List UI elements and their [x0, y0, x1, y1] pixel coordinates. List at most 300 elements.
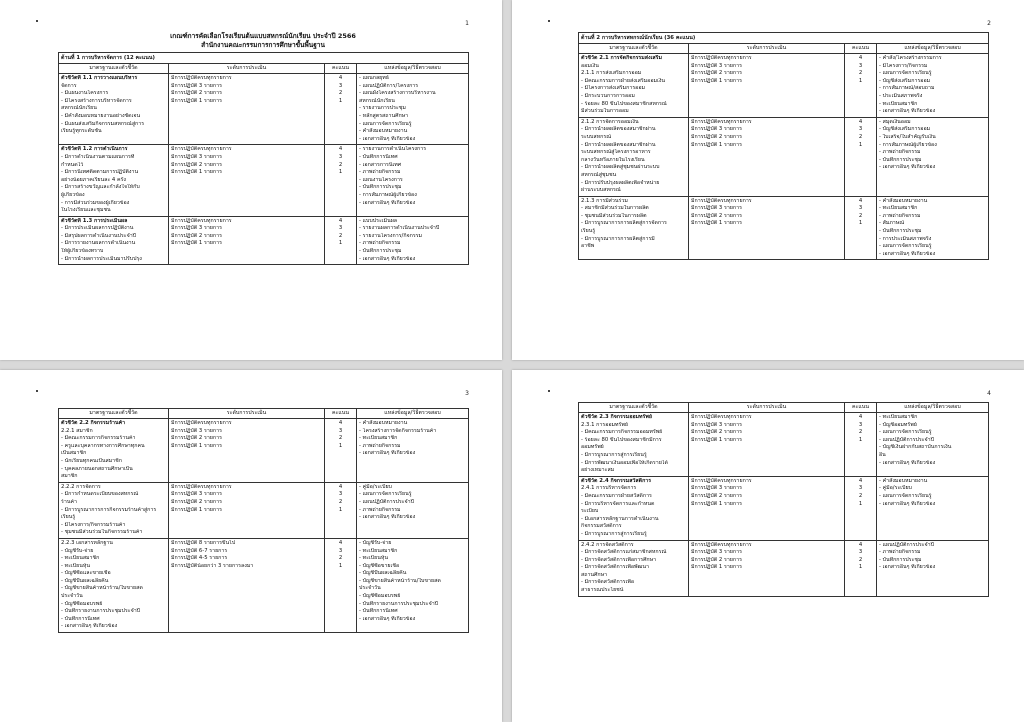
cell-line: - บัญชีปันผลเฉลี่ยคืน — [359, 570, 407, 577]
score-value: 2 — [338, 232, 343, 239]
cell-line: มีการปฏิบัติ 2 รายการ — [691, 212, 742, 219]
cell-line: - มีเอกสารหลักฐานการดำเนินงาน — [581, 515, 659, 522]
score-value: 3 — [858, 205, 863, 212]
cell-line: - มีสรุปผลการดำเนินงานประจำปี — [61, 232, 137, 239]
score-cell — [845, 413, 877, 477]
cell-line: มีการปฏิบัติครบทุกรายการ — [691, 477, 752, 484]
score-value: 4 — [858, 118, 863, 125]
score-cell — [845, 476, 877, 540]
column-header: มาตรฐานและตัวชี้วัด — [579, 44, 689, 54]
cell-line: 2.1.1 การส่งเสริมการออม — [581, 70, 642, 77]
cell-line: - มีการพัฒนาเงินออมเพื่อให้เกิดรายได้ — [581, 459, 668, 466]
cell-line: - บันทึกการประชุม — [879, 556, 922, 563]
score-value: 2 — [338, 435, 343, 442]
cell-line: - ครูและบุคลากรทางการศึกษาทุกคน — [61, 442, 145, 449]
score-value: 2 — [858, 70, 863, 77]
cell-line: - เอกสารอื่นๆ ที่เกี่ยวข้อง — [879, 108, 936, 115]
cell-line: - มีการนิเทศติดตามการปฏิบัติงาน — [61, 169, 139, 176]
cell-line: - มีการบูรณาการการผลิตสู่การจัดการ — [581, 220, 667, 227]
cell-line: - สัมภาษณ์ — [879, 220, 905, 227]
cell-line: - บันทึกรายงานการประชุมประจำปี — [61, 608, 141, 615]
score-value: 4 — [858, 477, 863, 484]
section-header: ด้านที่ 2 การบริหารสหกรณ์นักเรียน (36 คะแนน) — [579, 33, 989, 44]
cell-line: - มีการบูรณาการการผลิตสู่การมี — [581, 235, 655, 242]
cell-line: - บัญชีเงินฝากกับสถาบันการเงิน — [879, 444, 952, 451]
cell-line: - มีโครงการ/กิจกรรม — [879, 62, 928, 69]
cell-line: - มีการจัดสวัสดิการเพื่อ — [581, 579, 635, 586]
cell-line: - เอกสารอื่นๆ ที่เกี่ยวข้อง — [879, 164, 936, 171]
cell-line: มีการปฏิบัติ 1 รายการ — [171, 506, 222, 513]
cell-line: - มีคณะกรรมการกิจกรรมออมทรัพย์ — [581, 429, 663, 436]
standard-cell — [579, 413, 689, 477]
cell-line: - มีการกำหนดระเบียบของสหกรณ์ — [61, 491, 139, 498]
page-1 — [0, 0, 502, 360]
cell-line: มีการปฏิบัติ 1 รายการ — [691, 564, 742, 571]
page-number: 3 — [465, 390, 469, 397]
cell-line: - เอกสารอื่นๆ ที่เกี่ยวข้อง — [879, 250, 936, 257]
document-title: เกณฑ์การคัดเลือกโรงเรียนต้นแบบสหกรณ์นักเรียน ประจำปี 2566 — [170, 32, 356, 40]
column-header: คะแนน — [325, 64, 357, 74]
table-row — [59, 419, 469, 483]
cell-line: 2.1.2 การจัดการออมเงิน — [581, 118, 639, 125]
cell-line: สหกรณ์นักเรียน — [359, 97, 395, 104]
cell-line: - แบบประเมินผล — [359, 217, 398, 224]
page-marker — [548, 390, 550, 392]
score-value: 1 — [338, 169, 343, 176]
cell-line: - บันทึกการนิเทศ — [61, 615, 100, 622]
score-cell — [325, 419, 357, 483]
cell-line: สถานศึกษา — [581, 571, 608, 578]
cell-line: กำหนดไว้ — [61, 161, 84, 168]
level-cell — [169, 538, 325, 632]
cell-line: - ทะเบียนสมาชิก — [359, 547, 398, 554]
cell-line: มีการปฏิบัติ 2 รายการ — [171, 435, 222, 442]
cell-line: 2.2.1 สมาชิก — [61, 427, 93, 434]
level-cell — [689, 196, 845, 260]
page-number: 4 — [987, 390, 991, 397]
level-cell — [689, 54, 845, 118]
table-row — [579, 540, 989, 596]
cell-line: - ภาพถ่ายกิจกรรม — [879, 212, 921, 219]
cell-line: - มีการนำผลการประเมินมาปรับปรุง — [61, 255, 142, 262]
cell-line: มีการปฏิบัติ 3 รายการ — [691, 549, 742, 556]
page-number: 1 — [465, 20, 469, 27]
cell-line: - การประเมินสภาพจริง — [879, 235, 932, 242]
standard-cell — [579, 540, 689, 596]
column-header: ระดับการประเมิน — [169, 64, 325, 74]
cell-line: - ใบเสร็จ/ใบสำคัญรับเงิน — [879, 133, 936, 140]
page-2 — [512, 0, 1024, 360]
cell-line: ตัวชี้วัดที่ 1.1 การวางแผนบริหาร — [61, 75, 138, 81]
cell-line: - นักเรียนทุกคนเป็นสมาชิก — [61, 457, 122, 464]
cell-line: - ชุมชนมีส่วนร่วมในการผลิต — [581, 212, 647, 219]
cell-line: อย่างเหมาะสม — [581, 467, 615, 474]
table-row — [59, 74, 469, 145]
score-cell — [845, 196, 877, 260]
cell-line: - สมุดเงินออม — [879, 118, 911, 125]
cell-line: ตัวชี้วัด 2.2 กิจกรรมร้านค้า — [61, 420, 126, 426]
cell-line: มีการปฏิบัติ 2 รายการ — [171, 498, 222, 505]
cell-line: - การสัมภาษณ์/สอบถาม — [879, 85, 935, 92]
score-value: 4 — [338, 146, 343, 153]
level-cell — [169, 74, 325, 145]
source-cell — [877, 196, 989, 260]
page-number: 2 — [987, 20, 991, 27]
table-row — [59, 538, 469, 632]
score-value: 4 — [338, 420, 343, 426]
cell-line: ผู้เกี่ยวข้อง — [61, 191, 85, 198]
cell-line: - มีการนำผลผลิตของสมาชิกผ่าน — [581, 141, 656, 148]
page-4 — [512, 370, 1024, 722]
cell-line: ประจำวัน — [61, 593, 83, 600]
cell-line: - ร้อยละ 80 ขึ้นไปของสมาชิกสหกรณ์ — [581, 100, 667, 107]
rubric-table — [578, 402, 989, 597]
score-value: 3 — [858, 549, 863, 556]
cell-line: มีการปฏิบัติ 2 รายการ — [691, 492, 742, 499]
score-value: 1 — [858, 77, 863, 84]
score-value: 4 — [858, 55, 863, 61]
source-cell — [357, 419, 469, 483]
cell-line: ในโรงเรียนและชุมชน — [61, 207, 111, 214]
table-header-row — [579, 403, 989, 413]
standard-cell — [59, 419, 169, 483]
score-value: 2 — [858, 429, 863, 436]
cell-line: - แผนปฏิบัติการประจำปี — [879, 436, 934, 443]
cell-line: - บัญชีขายสินค้าหน้าร้าน/ใบขายสด — [359, 577, 441, 584]
cell-line: - ภาพถ่ายกิจกรรม — [359, 169, 401, 176]
cell-line: ตัวชี้วัดที่ 1.2 การดำเนินการ — [61, 146, 128, 153]
standard-cell — [59, 145, 169, 216]
cell-line: - มีโครงการ/กิจกรรมร้านค้า — [61, 521, 126, 528]
cell-line: - ทะเบียนสมาชิก — [879, 205, 918, 212]
cell-line: - ทะเบียนสมาชิก — [879, 414, 918, 420]
cell-line: - เอกสารอื่นๆ ที่เกี่ยวข้อง — [359, 514, 416, 521]
cell-line: - แผนการจัดการเรียนรู้ — [879, 70, 932, 77]
cell-line: ตัวชี้วัดที่ 1.3 การประเมินผล — [61, 217, 128, 224]
column-header: ระดับการประเมิน — [169, 409, 325, 419]
score-value: 1 — [858, 436, 863, 443]
cell-line: สหกรณ์สู่ชุมชน — [581, 171, 617, 178]
table-row — [579, 54, 989, 118]
cell-line: - บันทึกการประชุม — [879, 228, 922, 235]
document-subtitle: สำนักงานคณะกรรมการการศึกษาขั้นพื้นฐาน — [201, 41, 325, 49]
cell-line: - มีแผนงานโครงการ — [61, 90, 109, 97]
score-value: 3 — [338, 427, 343, 434]
cell-line: - แผนงานโครงการ — [359, 176, 403, 183]
cell-line: - ทะเบียนสมาชิก — [879, 100, 918, 107]
cell-line: มีการปฏิบัติ 1 รายการ — [171, 169, 222, 176]
cell-line: มีการปฏิบัติ 3 รายการ — [691, 485, 742, 492]
rubric-table — [578, 32, 989, 260]
cell-line: - เอกสารอื่นๆ ที่เกี่ยวข้อง — [879, 564, 936, 571]
rubric-table — [58, 408, 469, 633]
score-value: 2 — [338, 555, 343, 562]
cell-line: อื่น — [879, 451, 886, 458]
table-header-row — [59, 409, 469, 419]
cell-line: - แผนการจัดการเรียนรู้ — [359, 120, 412, 127]
cell-line: - แผนปฏิบัติการประจำปี — [879, 541, 934, 548]
score-value: 2 — [338, 90, 343, 97]
cell-line: - ร้อยละ 80 ขึ้นไปของสมาชิกมีการ — [581, 436, 662, 443]
score-value: 2 — [338, 161, 343, 168]
standard-cell — [59, 74, 169, 145]
table-row — [59, 145, 469, 216]
score-value: 4 — [338, 217, 343, 224]
cell-line: - ทะเบียนหุ้น — [359, 555, 388, 562]
column-header: ระดับการประเมิน — [689, 403, 845, 413]
cell-line: 2.4.1 การบริหารจัดการ — [581, 485, 637, 492]
cell-line: มีการปฏิบัติ 1 รายการ — [691, 436, 742, 443]
source-cell — [877, 413, 989, 477]
cell-line: - การมีส่วนร่วมของผู้เกี่ยวข้อง — [61, 199, 130, 206]
cell-line: - มีการนำผลผลิตสู่ชุมชนผ่านระบบ — [581, 164, 660, 171]
score-value: 4 — [858, 414, 863, 420]
cell-line: 2.2.3 เอกสารหลักฐาน — [61, 539, 113, 546]
page-3 — [0, 370, 502, 722]
cell-line: - บุคคลภายนอกสถานศึกษาเป็น — [61, 465, 133, 472]
cell-line: ตัวชี้วัด 2.1 การจัดกิจกรรมส่งเสริม — [581, 55, 662, 61]
cell-line: มีการปฏิบัติ 2 รายการ — [691, 133, 742, 140]
cell-line: มีการปฏิบัติ 1 รายการ — [171, 240, 222, 247]
cell-line: - คู่มือ/ระเบียบ — [879, 485, 912, 492]
cell-line: มีการปฏิบัติครบทุกรายการ — [691, 55, 752, 61]
cell-line: - มีคณะกรรมการฝ่ายส่งเสริมออมเงิน — [581, 77, 666, 84]
cell-line: มีการปฏิบัติ 4-5 รายการ — [171, 555, 228, 562]
cell-line: - ภาพถ่ายกิจกรรม — [359, 506, 401, 513]
cell-line: 2.3.1 การออมทรัพย์ — [581, 421, 628, 428]
cell-line: - แผนการจัดการเรียนรู้ — [879, 243, 932, 250]
cell-line: - แผนการจัดการเรียนรู้ — [359, 491, 412, 498]
score-cell — [325, 145, 357, 216]
cell-line: - มีโครงการส่งเสริมการออม — [581, 85, 646, 92]
score-value: 1 — [858, 564, 863, 571]
cell-line: - มีการบริหารจัดการและกำหนด — [581, 500, 655, 507]
cell-line: - ทะเบียนหุ้น — [61, 562, 90, 569]
source-cell — [357, 538, 469, 632]
source-cell — [357, 145, 469, 216]
cell-line: - บันทึกการนิเทศ — [359, 153, 398, 160]
score-value: 2 — [338, 498, 343, 505]
score-cell — [845, 54, 877, 118]
cell-line: - รายงานการดำเนินโครงการ — [359, 146, 427, 153]
cell-line: มีการปฏิบัติครบทุกรายการ — [691, 197, 752, 204]
score-value: 1 — [858, 500, 863, 507]
cell-line: - มีการจัดสวัสดิการเพื่อการศึกษา — [581, 556, 657, 563]
cell-line: - บัญชีซื้อมอบรพย์ — [61, 600, 103, 607]
cell-line: - มีการจัดสวัสดิการแก่สมาชิกสหกรณ์ — [581, 549, 667, 556]
cell-line: - บัญชีส่งเสริมการออม — [879, 126, 931, 133]
cell-line: กลางวันหรือภายในโรงเรียน — [581, 156, 645, 163]
cell-line: มีการปฏิบัติครบทุกรายการ — [171, 75, 232, 81]
cell-line: ตัวชี้วัด 2.4 กิจกรรมสวัสดิการ — [581, 477, 652, 484]
page-marker — [36, 390, 38, 392]
cell-line: - รายงานการประชุม — [359, 105, 406, 112]
cell-line: มีการปฏิบัติ 1 รายการ — [691, 500, 742, 507]
cell-line: - แผนกลยุทธ์ — [359, 75, 390, 81]
cell-line: สาธารณประโยชน์ — [581, 587, 624, 594]
cell-line: - เอกสารอื่นๆ ที่เกี่ยวข้อง — [61, 623, 118, 630]
cell-line: - เอกสารอื่นๆ ที่เกี่ยวข้อง — [879, 500, 936, 507]
cell-line: มีการปฏิบัติ 1 รายการ — [171, 442, 222, 449]
cell-line: มีการปฏิบัติ 3 รายการ — [691, 62, 742, 69]
source-cell — [357, 74, 469, 145]
cell-line: มีการปฏิบัติ 1 รายการ — [691, 220, 742, 227]
cell-line: มีการปฏิบัติครบทุกรายการ — [691, 414, 752, 420]
level-cell — [169, 145, 325, 216]
cell-line: - มีการบูรณาการสู่การเรียนรู้ — [581, 530, 647, 537]
cell-line: - ทะเบียนสมาชิก — [359, 435, 398, 442]
cell-line: - บัญชีซื้อขายเชื่อ — [359, 562, 400, 569]
cell-line: - บัญชีขายสินค้าหน้าร้าน/ใบขายสด — [61, 585, 143, 592]
column-header: ระดับการประเมิน — [689, 44, 845, 54]
standard-cell — [579, 476, 689, 540]
source-cell — [877, 117, 989, 196]
standard-cell — [59, 216, 169, 265]
cell-line: มีการปฏิบัติครบทุกรายการ — [171, 483, 232, 490]
cell-line: มีการปฏิบัติ 3 รายการ — [691, 205, 742, 212]
level-cell — [169, 419, 325, 483]
cell-line: มีการปฏิบัติ 6-7 รายการ — [171, 547, 228, 554]
cell-line: - ประเมินสภาพจริง — [879, 92, 923, 99]
cell-line: - มีการดำเนินงานตามแผนการที่ — [61, 153, 135, 160]
cell-line: - บัญชีรับ-จ่าย — [61, 547, 94, 554]
cell-line: มีการปฏิบัติ 1 รายการ — [691, 141, 742, 148]
table-row — [579, 117, 989, 196]
section-header: ด้านที่ 1 การบริหารจัดการ (12 คะแนน) — [59, 53, 469, 64]
cell-line: มีการปฏิบัติ 8 รายการขึ้นไป — [171, 539, 236, 546]
standard-cell — [579, 117, 689, 196]
cell-line: มีการปฏิบัติ 3 รายการ — [171, 427, 222, 434]
cell-line: - เอกสารอื่นๆ ที่เกี่ยวข้อง — [879, 459, 936, 466]
table-row — [59, 216, 469, 265]
score-value: 4 — [858, 541, 863, 548]
cell-line: มีการปฏิบัติ 3 รายการ — [171, 225, 222, 232]
standard-cell — [579, 54, 689, 118]
cell-line: ระเบียบ — [581, 508, 599, 515]
cell-line: - สมาชิกมีส่วนร่วมในการผลิต — [581, 205, 649, 212]
score-value: 2 — [858, 133, 863, 140]
cell-line: - บัญชีซื้อและขายเชื่อ — [61, 570, 111, 577]
rubric-table — [58, 52, 469, 265]
cell-line: - มีกระบวนการการออม — [581, 92, 635, 99]
cell-line: - มีโครงสร้างการบริหารจัดการ — [61, 97, 132, 104]
cell-line: ผ่านระบบสหกรณ์ — [581, 187, 621, 194]
cell-line: มีการปฏิบัติ 2 รายการ — [171, 90, 222, 97]
cell-line: - เอกสารการนิเทศ — [359, 161, 402, 168]
cell-line: - แผนการจัดการเรียนรู้ — [879, 492, 932, 499]
score-value: 4 — [858, 197, 863, 204]
cell-line: - คู่มือ/ระเบียบ — [359, 483, 392, 490]
score-value: 4 — [338, 483, 343, 490]
cell-line: มีการปฏิบัติ 3 รายการ — [171, 82, 222, 89]
score-value: 1 — [858, 141, 863, 148]
score-value: 1 — [338, 442, 343, 449]
column-header: คะแนน — [325, 409, 357, 419]
cell-line: ตัวชี้วัด 2.3 กิจกรรมออมทรัพย์ — [581, 414, 652, 420]
cell-line: มีการปฏิบัติ 2 รายการ — [691, 70, 742, 77]
score-value: 2 — [858, 212, 863, 219]
column-header: มาตรฐานและตัวชี้วัด — [579, 403, 689, 413]
cell-line: - ชุมชนมีส่วนร่วมในกิจกรรมร้านค้า — [61, 529, 143, 536]
cell-line: - มีคณะกรรมการฝ่ายสวัสดิการ — [581, 492, 652, 499]
column-header: คะแนน — [845, 403, 877, 413]
cell-line: ออมเงิน — [581, 62, 599, 69]
cell-line: มีการปฏิบัติ 2 รายการ — [691, 556, 742, 563]
score-cell — [845, 540, 877, 596]
cell-line: มีการปฏิบัติน้อยกว่า 3 รายการลงมา — [171, 562, 254, 569]
cell-line: กิจกรรมสวัสดิการ — [581, 523, 622, 530]
score-value: 4 — [338, 75, 343, 81]
cell-line: - มีการจัดสวัสดิการเพื่อพัฒนา — [581, 564, 649, 571]
cell-line: - คำสั่ง/โครงสร้างกรรมการ — [879, 55, 942, 61]
page-marker — [36, 20, 38, 22]
cell-line: มีการปฏิบัติครบทุกรายการ — [691, 118, 752, 125]
score-value: 2 — [858, 492, 863, 499]
cell-line: - บันทึกการประชุม — [359, 248, 402, 255]
cell-line: - มีการรายงานผลการดำเนินงาน — [61, 240, 136, 247]
cell-line: - บันทึกการนิเทศ — [359, 608, 398, 615]
source-cell — [357, 216, 469, 265]
cell-line: - มีการนำผลผลิตของสมาชิกผ่าน — [581, 126, 656, 133]
level-cell — [689, 117, 845, 196]
cell-line: - ภาพถ่ายกิจกรรม — [359, 240, 401, 247]
score-value: 1 — [338, 240, 343, 247]
column-header: มาตรฐานและตัวชี้วัด — [59, 409, 169, 419]
cell-line: มีการปฏิบัติ 3 รายการ — [691, 126, 742, 133]
cell-line: มีการปฏิบัติ 1 รายการ — [171, 97, 222, 104]
cell-line: - คำสั่งมอบหมายงาน — [359, 420, 408, 426]
score-value: 3 — [338, 547, 343, 554]
score-cell — [325, 216, 357, 265]
column-header: แหล่งข้อมูล/วิธีตรวจสอบ — [877, 403, 989, 413]
cell-line: 2.1.3 การมีส่วนร่วม — [581, 197, 628, 204]
score-value: 1 — [858, 220, 863, 227]
score-cell — [325, 538, 357, 632]
cell-line: มีการปฏิบัติ 2 รายการ — [171, 161, 222, 168]
score-value: 3 — [338, 153, 343, 160]
score-value: 3 — [858, 126, 863, 133]
level-cell — [689, 540, 845, 596]
cell-line: - แผนผังโครงสร้างการบริหารงาน — [359, 90, 436, 97]
cell-line: มีส่วนร่วมในการออม — [581, 108, 629, 115]
cell-line: - ทะเบียนสมาชิก — [61, 555, 100, 562]
cell-line: - บันทึกรายงานการประชุมประจำปี — [359, 600, 439, 607]
score-value: 3 — [858, 62, 863, 69]
score-value: 2 — [858, 556, 863, 563]
cell-line: - รายงานผลการดำเนินงานประจำปี — [359, 225, 440, 232]
cell-line: - เอกสารอื่นๆ ที่เกี่ยวข้อง — [359, 255, 416, 262]
cell-line: สมาชิก — [61, 473, 78, 480]
cell-line: - มีคำสั่งมอบหมายงานอย่างชัดเจน — [61, 112, 141, 119]
table-header-row — [579, 44, 989, 54]
cell-line: อาชีพ — [581, 243, 595, 250]
cell-line: - บัญชีออมทรัพย์ — [879, 421, 917, 428]
cell-line: - คำสั่งมอบหมายงาน — [879, 477, 928, 484]
cell-line: - บันทึกการประชุม — [879, 156, 922, 163]
cell-line: - โครงสร้างการจัดกิจกรรมร้านค้า — [359, 427, 437, 434]
cell-line: เรียนรู้ทุกระดับชั้น — [61, 128, 102, 135]
cell-line: - ภาพถ่ายกิจกรรม — [879, 149, 921, 156]
cell-line: 2.4.2 การจัดสวัสดิการ — [581, 541, 634, 548]
cell-line: - เอกสารอื่นๆ ที่เกี่ยวข้อง — [359, 199, 416, 206]
cell-line: - มีคณะกรรมการกิจกรรมร้านค้า — [61, 435, 136, 442]
cell-line: มีการปฏิบัติ 3 รายการ — [171, 153, 222, 160]
table-row — [579, 476, 989, 540]
cell-line: - ภาพถ่ายกิจกรรม — [359, 442, 401, 449]
score-cell — [325, 74, 357, 145]
cell-line: - แผนการจัดการเรียนรู้ — [879, 429, 932, 436]
cell-line: ประจำวัน — [359, 585, 381, 592]
